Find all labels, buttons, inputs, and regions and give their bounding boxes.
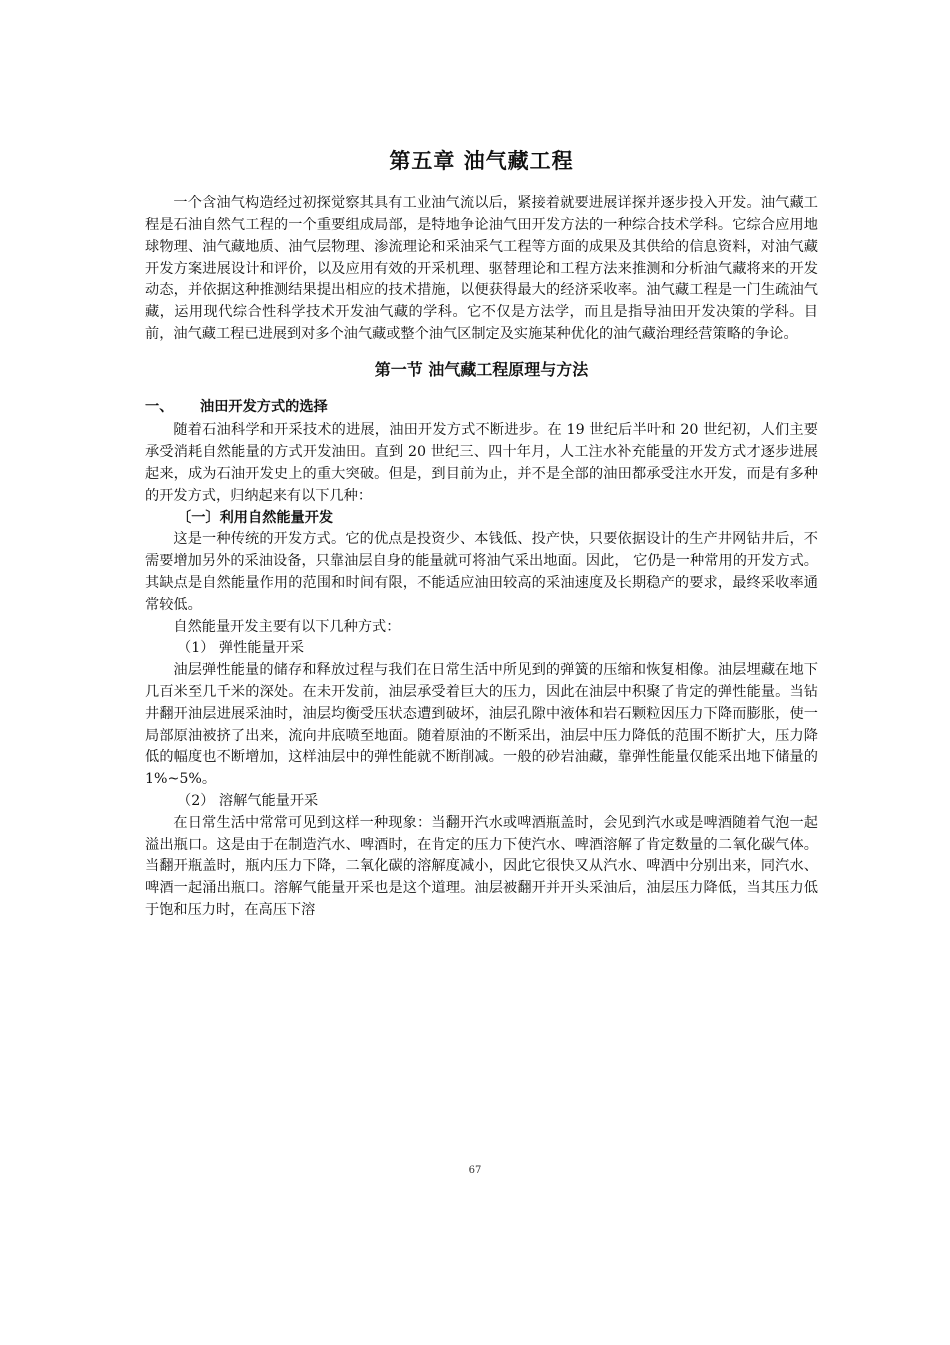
heading-2: 〔一〕利用自然能量开发: [177, 509, 334, 526]
paragraph-5: 在日常生活中常常可见到这样一种现象：当翻开汽水或啤酒瓶盖时，会见到汽水或是啤酒随着气泡一起溢出瓶口。这是由于在制造汽水、啤酒时，在肯定的压力下使汽水、啤酒溶解了肯定数量的二氧化碳气体。当翻开瓶盖时，瓶内压力下降，二氧化碳的溶解度减小，因此它很快又从汽水、啤酒中分别出来，同汽水、啤酒一起涌出瓶口。溶解气能量开采也是这个道理。油层被翻开并开头采油后，油层压力降低，当其压力低于饱和压力时，在高压下溶: [145, 814, 818, 918]
heading-1: [145, 397, 818, 419]
list-item-2: （2） 溶解气能量开采: [177, 793, 319, 810]
document-page: [145, 148, 818, 922]
paragraph-4: 油层弹性能量的储存和释放过程与我们在日常生活中所见到的弹簧的压缩和恢复相像。油层埋藏在地下几百米至几千米的深处。在未开发前，油层承受着巨大的压力，因此在油层中积聚了肯定的弹性能量。当钻井翻开油层进展采油时，油层均衡受压状态遭到破坏，油层孔隙中液体和岩石颗粒因压力下降而膨胀，使一局部原油被挤了出来，流向井底喷至地面。随着原油的不断采出，油层中压力降低的范围不断扩大，压力降低的幅度也不断增加，这样油层中的弹性能就不断削减。一般的砂岩油藏，靠弹性能量仅能采出地下储量的 1%~5%。: [145, 662, 818, 788]
heading-1-text: 油田开发方式的选择: [200, 398, 328, 415]
paragraph-3: 自然能量开发主要有以下几种方式：: [173, 618, 401, 635]
intro-paragraph: 一个含油气构造经过初探觉察其具有工业油气流以后，紧接着就要进展详探并逐步投入开发。油气藏工程是石油自然气工程的一个重要组成局部，是特地争论油气田开发方法的一种综合技术学科。它综合应用地球物理、油气藏地质、油气层物理、渗流理论和采油采气工程等方面的成果及其供给的信息资料，对油气藏开发方案进展设计和评价，以及应用有效的开采机理、驱替理论和工程方法来推测和分析油气藏将来的开发动态，并依据这种推测结果提出相应的技术措施，以便获得最大的经济采收率。油气藏工程是一门生疏油气藏，运用现代综合性科学技术开发油气藏的学科。它不仅是方法学，而且是指导油田开发决策的学科。目前，油气藏工程已进展到对多个油气藏或整个油气区制定及实施某种优化的油气藏治理经营策略的争论。: [145, 195, 818, 343]
chapter-title: 第五章 油气藏工程: [389, 149, 574, 173]
list-item-1: （1） 弹性能量开采: [177, 640, 305, 657]
heading-1-number: 一、: [145, 398, 174, 415]
paragraph-1: 随着石油科学和开采技术的进展，油田开发方式不断进步。在 19 世纪后半叶和 20 世纪初，人们主要承受消耗自然能量的方式开发油田。直到 20 世纪三、四十年月，人工注水补充能量的开发方式才逐步进展起来，成为石油开发史上的重大突破。但是，到目前为止，并不是全部的油田都承受注水开发，而是有多种的开发方式，归纳起来有以下几种：: [145, 422, 818, 504]
section-title: 第一节 油气藏工程原理与方法: [374, 359, 589, 379]
paragraph-2: 这是一种传统的开发方式。它的优点是投资少、本钱低、投产快，只要依据设计的生产井网钻井后，不需要增加另外的采油设备，只靠油层自身的能量就可将油气采出地面。因此， 它仍是一种常用的开发方式。其缺点是自然能量作用的范围和时间有限，不能适应油田较高的采油速度及长期稳产的要求，最终采收率通常较低。: [145, 531, 818, 613]
page-number: 67: [468, 1165, 482, 1176]
